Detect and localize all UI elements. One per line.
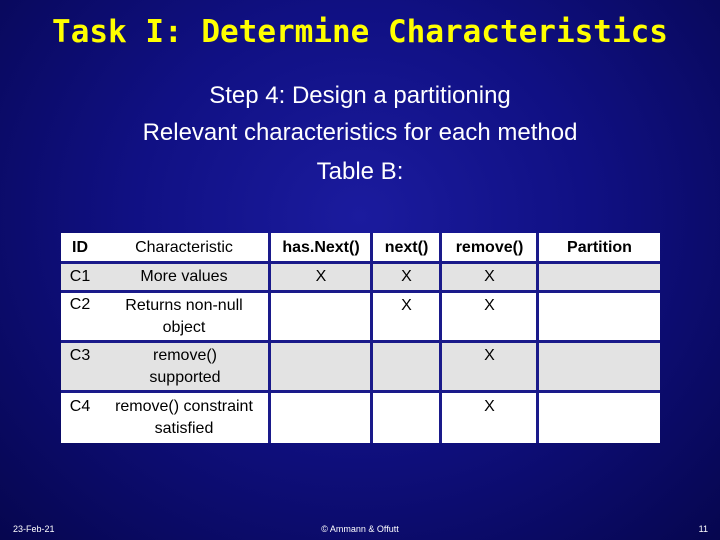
row-c1-has-next: X (315, 268, 327, 285)
row-c3-next (373, 343, 440, 369)
header-id: ID (72, 239, 88, 256)
row-c4-characteristic: remove() constraint satisfied (115, 398, 253, 437)
row-c2-remove: X (484, 297, 495, 314)
header-next: next() (384, 239, 429, 256)
footer-copyright: © Ammann & Offutt (321, 524, 399, 534)
row-c4-next (373, 394, 440, 420)
slide-title: Task I: Determine Characteristics (52, 14, 668, 50)
row-c1-id: C1 (69, 268, 91, 285)
row-c3-partition (539, 343, 660, 369)
characteristics-table (61, 233, 660, 443)
row-c4-partition (539, 394, 660, 420)
row-c2-has-next (271, 293, 371, 319)
footer-date: 23-Feb-21 (13, 524, 55, 534)
subtitle-line-1: Step 4: Design a partitioning (209, 82, 511, 109)
row-c2-id: C2 (69, 296, 91, 313)
row-c1-remove: X (484, 268, 495, 285)
row-c2-next: X (401, 297, 412, 314)
row-c2-partition (539, 293, 660, 319)
row-c3-id: C3 (69, 347, 91, 364)
row-c4-has-next (271, 394, 371, 420)
row-c1-next: X (401, 268, 412, 285)
row-c1-partition (539, 263, 660, 291)
footer-page-number: 11 (698, 524, 708, 534)
row-c3-remove: X (484, 347, 495, 364)
row-c1-characteristic: More values (140, 268, 228, 285)
row-c3-characteristic: remove() supported (149, 347, 221, 386)
header-remove: remove() (455, 239, 524, 256)
header-characteristic: Characteristic (135, 239, 233, 256)
header-partition: Partition (567, 239, 632, 256)
row-c3-has-next (271, 343, 371, 369)
row-c2-characteristic: Returns non-null object (125, 297, 243, 336)
row-c4-id: C4 (69, 398, 91, 415)
row-c4-remove: X (484, 398, 495, 415)
header-has-next: has.Next() (282, 239, 360, 256)
subtitle-line-2: Relevant characteristics for each method (142, 119, 578, 146)
subtitle-line-3: Table B: (316, 158, 404, 185)
